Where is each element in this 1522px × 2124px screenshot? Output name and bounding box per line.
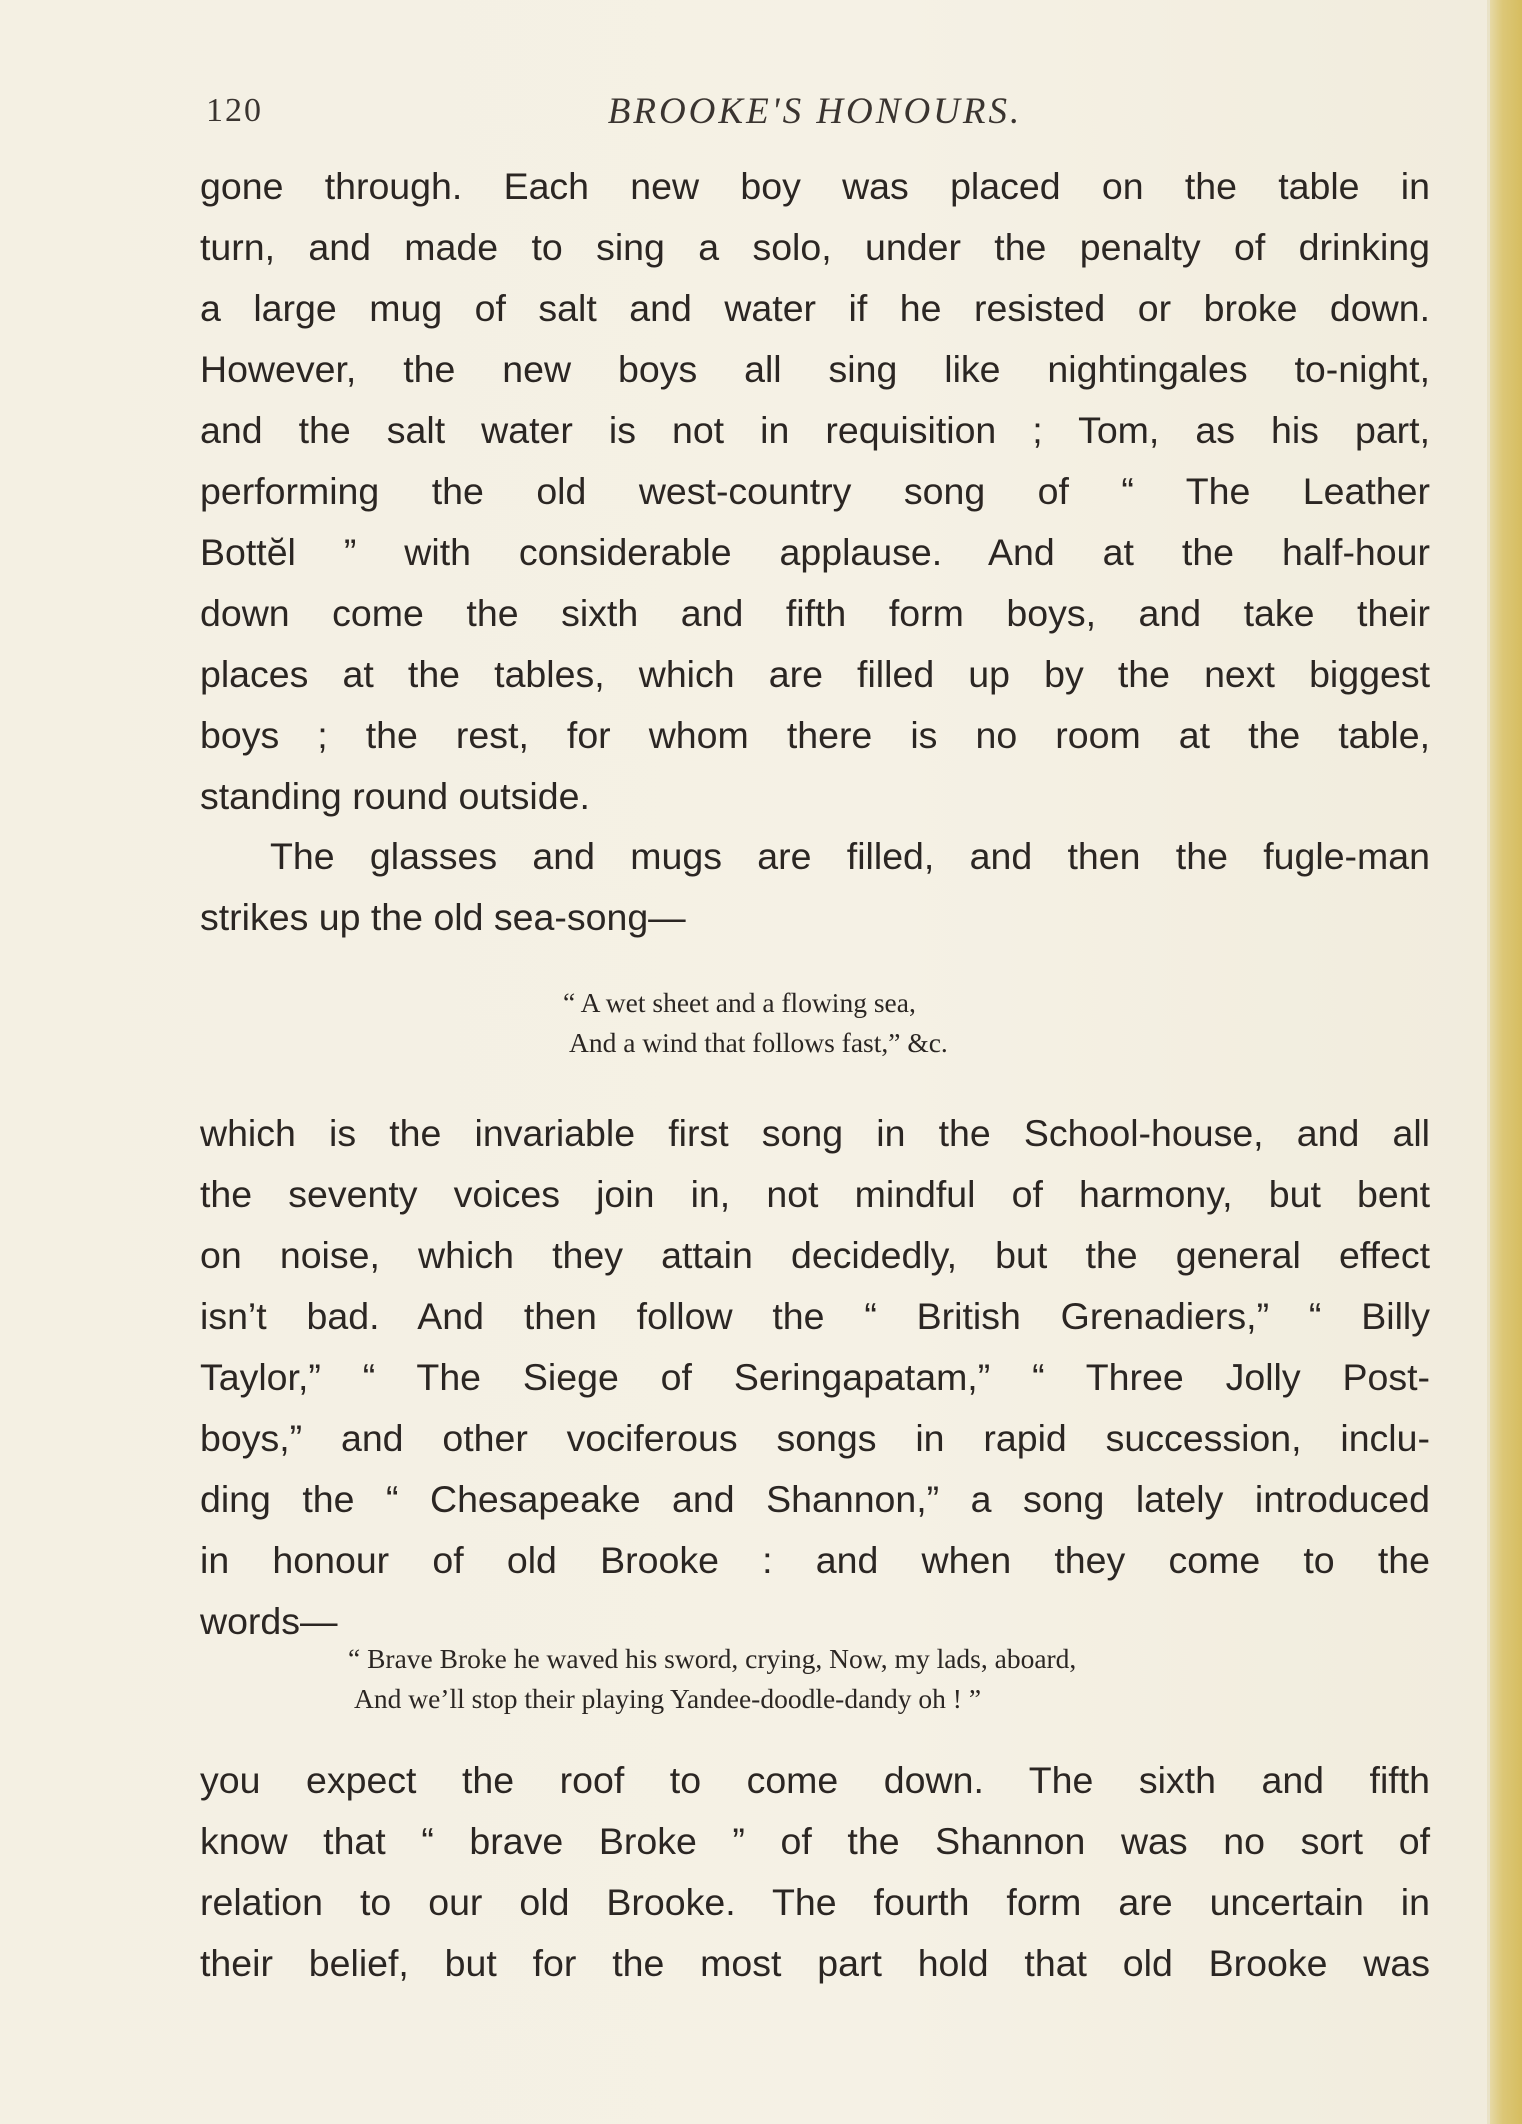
verse-line: “ A wet sheet and a flowing sea, (563, 987, 916, 1018)
page-number: 120 (206, 92, 263, 129)
text-line: you expect the roof to come down. The sixth and fifth (200, 1759, 1430, 1801)
paragraph-2 (200, 826, 1430, 948)
verse-line: And we’ll stop their playing Yandee-doodle-dandy oh ! ” (354, 1683, 982, 1714)
text-line: performing the old west-country song of “ The Leather (200, 470, 1430, 512)
text-line: strikes up the old sea-song— (200, 896, 686, 938)
text-line: and the salt water is not in requisition ; Tom, as his part, (200, 409, 1430, 451)
text-line: their belief, but for the most part hold that old Brooke was (200, 1942, 1430, 1984)
text-line: isn’t bad. And then follow the “ British Grenadiers,” “ Billy (200, 1295, 1430, 1337)
text-line: a large mug of salt and water if he resisted or broke down. (200, 287, 1430, 329)
text-line: Taylor,” “ The Siege of Seringapatam,” “ Three Jolly Post- (200, 1356, 1430, 1398)
text-line: in honour of old Brooke : and when they come to the (200, 1539, 1430, 1581)
paragraph-1 (200, 156, 1430, 827)
text-line: know that “ brave Broke ” of the Shannon was no sort of (200, 1820, 1430, 1862)
text-line: Bottĕl ” with considerable applause. And at the half-hour (200, 531, 1430, 573)
verse-line: And a wind that follows fast,” &c. (569, 1027, 948, 1058)
text-line: places at the tables, which are filled up by the next biggest (200, 653, 1430, 695)
text-line: which is the invariable first song in the School-house, and all (200, 1112, 1430, 1154)
text-line: boys,” and other vociferous songs in rapid succession, inclu- (200, 1417, 1430, 1459)
running-title: BROOKE'S HONOURS. (607, 91, 1023, 132)
text-line: gone through. Each new boy was placed on the table in (200, 165, 1430, 207)
text-line: on noise, which they attain decidedly, but the general effect (200, 1234, 1430, 1276)
paragraph-3 (200, 1103, 1430, 1652)
verse-quote-1 (563, 983, 948, 1063)
text-line: boys ; the rest, for whom there is no room at the table, (200, 714, 1430, 756)
text-line: ding the “ Chesapeake and Shannon,” a song lately introduced (200, 1478, 1430, 1520)
page-edge-gilt (1490, 0, 1522, 2124)
text-line: standing round outside. (200, 775, 590, 817)
text-line: words— (200, 1600, 338, 1642)
text-line: The glasses and mugs are filled, and then the fugle-man (270, 835, 1430, 877)
page-header (200, 86, 1430, 138)
verse-quote-2 (348, 1639, 1076, 1719)
text-line: turn, and made to sing a solo, under the penalty of drinking (200, 226, 1430, 268)
text-line: relation to our old Brooke. The fourth form are uncertain in (200, 1881, 1430, 1923)
paragraph-4 (200, 1750, 1430, 1994)
text-line: However, the new boys all sing like nightingales to-night, (200, 348, 1430, 390)
verse-line: “ Brave Broke he waved his sword, crying, Now, my lads, aboard, (348, 1643, 1077, 1674)
text-line: the seventy voices join in, not mindful of harmony, but bent (200, 1173, 1430, 1215)
text-line: down come the sixth and fifth form boys, and take their (200, 592, 1430, 634)
